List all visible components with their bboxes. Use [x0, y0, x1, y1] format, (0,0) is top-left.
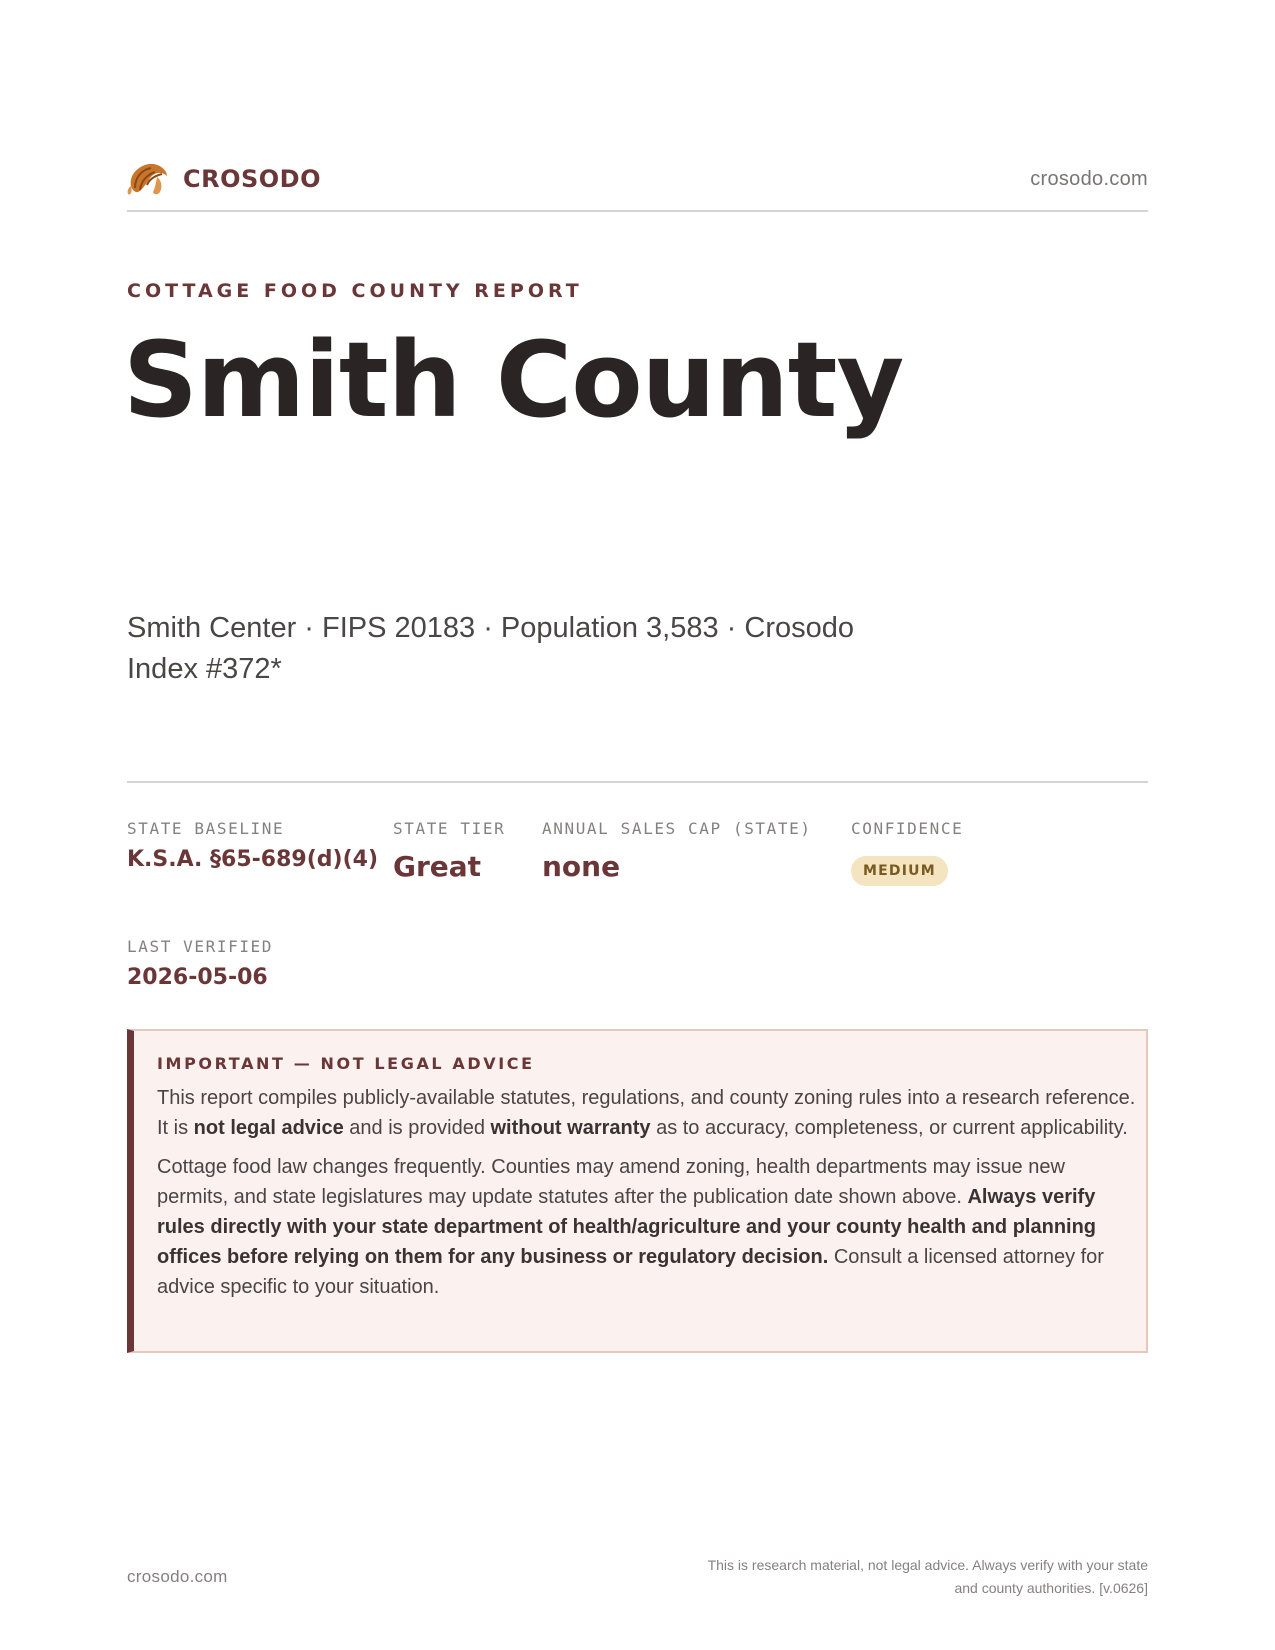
header	[127, 158, 1148, 204]
footer-disclaimer-line-1: This is research material, not legal advice. Always verify with your state	[707, 1557, 1148, 1573]
state-tier-value: Great	[393, 850, 482, 883]
notice-paragraph-2: Cottage food law changes frequently. Counties may amend zoning, health departments may issue new permits, and state legislatures may update statutes after the publication date shown above. Always verify rules directly with your state department of health/agriculture and your county health and planning offices before relying on them for any business or regulatory decision. Consult a licensed attorney for advice specific to your situation.	[157, 1156, 1104, 1298]
page-title: Smith County	[123, 319, 904, 441]
report-page	[123, 0, 1148, 1650]
last-verified-label: LAST VERIFIED	[127, 937, 274, 956]
footer-disclaimer-line-2: and county authorities. [v.0626]	[954, 1580, 1148, 1596]
state-baseline-value: K.S.A. §65-689(d)(4)	[127, 847, 379, 872]
confidence-label: CONFIDENCE	[851, 819, 964, 838]
notice-title: IMPORTANT — NOT LEGAL ADVICE	[157, 1054, 535, 1073]
brand[interactable]	[127, 160, 321, 198]
footer-disclaimer	[588, 1554, 1148, 1600]
state-baseline-label: STATE BASELINE	[127, 819, 285, 838]
state-tier-label: STATE TIER	[393, 819, 506, 838]
header-divider	[127, 210, 1148, 212]
croissant-icon	[127, 160, 169, 198]
report-kicker: COTTAGE FOOD COUNTY REPORT	[127, 280, 583, 302]
sales-cap-label: ANNUAL SALES CAP (STATE)	[542, 819, 812, 838]
footer-site-link[interactable]: crosodo.com	[127, 1567, 228, 1586]
brand-name: CROSODO	[183, 165, 322, 193]
last-verified-value: 2026-05-06	[127, 965, 268, 990]
sales-cap-value: none	[542, 850, 621, 883]
notice-paragraph-1: This report compiles publicly-available statutes, regulations, and county zoning rules into a research reference. It is not legal advice and is provided without warranty as to accuracy, completeness, or current applicability.	[157, 1087, 1136, 1139]
notice-body	[157, 1083, 1137, 1302]
confidence-badge: MEDIUM	[851, 856, 948, 886]
report-subtitle: Smith Center · FIPS 20183 · Population 3,583 · Crosodo Index #372*	[127, 612, 854, 685]
legal-notice	[127, 1029, 1148, 1353]
site-link[interactable]: crosodo.com	[1030, 168, 1148, 190]
section-divider	[127, 781, 1148, 783]
